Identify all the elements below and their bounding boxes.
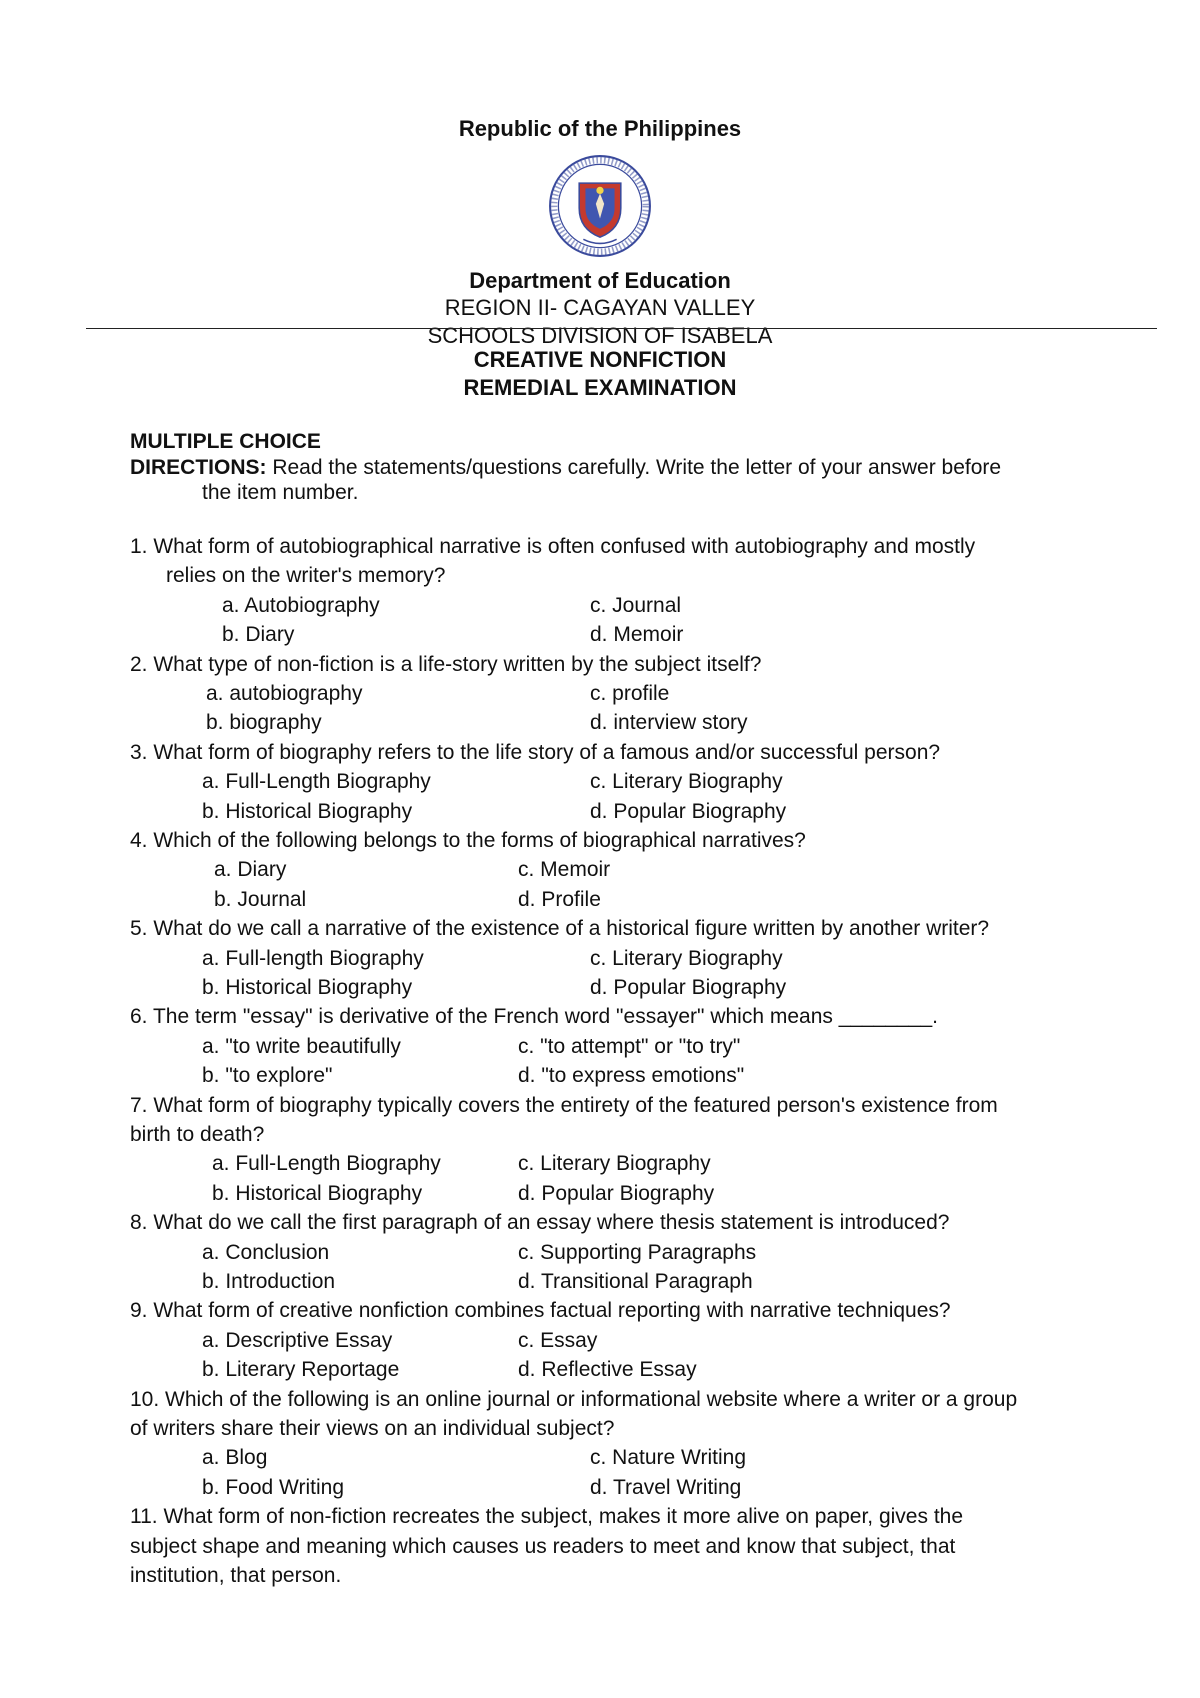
deped-seal-icon bbox=[548, 154, 652, 258]
choice-a: a. Conclusion bbox=[202, 1240, 330, 1264]
question-item bbox=[130, 738, 1090, 826]
question-item bbox=[130, 1091, 1090, 1209]
choice-b: b. Introduction bbox=[202, 1270, 336, 1294]
choice-c: c. Literary Biography bbox=[518, 1152, 711, 1176]
question-text-continued: relies on the writer's memory? bbox=[166, 564, 446, 588]
choice-a: a. Autobiography bbox=[222, 593, 380, 617]
question-text: 1. What form of autobiographical narrative is often confused with autobiography and mostly bbox=[130, 535, 976, 558]
choice-b: b. Diary bbox=[222, 623, 295, 647]
choice-c: c. Nature Writing bbox=[590, 1446, 746, 1470]
choice-b: b. "to explore" bbox=[202, 1064, 333, 1088]
question-item bbox=[130, 914, 1090, 1002]
choice-d: d. Popular Biography bbox=[518, 1181, 715, 1205]
choice-d: d. Reflective Essay bbox=[518, 1358, 697, 1382]
choice-d: d. "to express emotions" bbox=[518, 1064, 745, 1088]
exam-title bbox=[0, 346, 1200, 402]
answer-choices bbox=[130, 855, 1090, 914]
choice-a: a. Blog bbox=[202, 1446, 268, 1470]
choice-b: b. Food Writing bbox=[202, 1475, 345, 1499]
exam-title-subject: CREATIVE NONFICTION bbox=[473, 347, 727, 372]
directions-label: DIRECTIONS: bbox=[130, 456, 267, 479]
choice-a: a. Diary bbox=[214, 858, 287, 882]
document-header bbox=[0, 116, 1200, 350]
choice-c: c. Literary Biography bbox=[590, 946, 783, 970]
department-heading: Department of Education bbox=[469, 268, 731, 293]
choice-c: c. Journal bbox=[590, 593, 682, 617]
choice-d: d. Popular Biography bbox=[590, 976, 787, 1000]
question-item bbox=[130, 1502, 1090, 1590]
choice-a: a. Full-length Biography bbox=[202, 946, 424, 970]
choice-d: d. Popular Biography bbox=[590, 799, 787, 823]
exam-title-type: REMEDIAL EXAMINATION bbox=[463, 375, 737, 400]
choice-a: a. "to write beautifully bbox=[202, 1034, 401, 1058]
instructions bbox=[130, 428, 1090, 505]
choice-c: c. Literary Biography bbox=[590, 770, 783, 794]
question-text: 9. What form of creative nonfiction combines factual reporting with narrative techniques? bbox=[130, 1299, 951, 1323]
question-text: 8. What do we call the first paragraph of an essay where thesis statement is introduced? bbox=[130, 1211, 950, 1235]
choice-d: d. Memoir bbox=[590, 623, 684, 647]
choice-d: d. Travel Writing bbox=[590, 1475, 742, 1499]
choice-d: d. interview story bbox=[590, 711, 748, 735]
choice-a: a. Full-Length Biography bbox=[212, 1152, 441, 1176]
choice-a: a. autobiography bbox=[206, 682, 363, 706]
directions-text: Read the statements/questions carefully. Write the letter of your answer before bbox=[266, 456, 1002, 479]
choice-b: b. Literary Reportage bbox=[202, 1358, 400, 1382]
directions bbox=[130, 455, 1090, 505]
answer-choices bbox=[130, 1443, 1090, 1502]
choice-a: a. Descriptive Essay bbox=[202, 1328, 393, 1352]
question-text-continued: subject shape and meaning which causes us readers to meet and know that subject, that bbox=[130, 1534, 956, 1558]
question-text: 7. What form of biography typically covers the entirety of the featured person's existence from bbox=[130, 1093, 998, 1117]
question-text-continued: institution, that person. bbox=[130, 1564, 342, 1588]
answer-choices bbox=[130, 1149, 1090, 1208]
question-text: 10. Which of the following is an online journal or informational website where a writer or a group bbox=[130, 1387, 1018, 1411]
question-item bbox=[130, 1208, 1090, 1296]
question-item bbox=[130, 1385, 1090, 1503]
question-list bbox=[130, 532, 1090, 1590]
republic-heading: Republic of the Philippines bbox=[458, 116, 742, 141]
answer-choices bbox=[130, 1032, 1090, 1091]
choice-a: a. Full-Length Biography bbox=[202, 770, 431, 794]
choice-c: c. Supporting Paragraphs bbox=[518, 1240, 757, 1264]
answer-choices bbox=[130, 1326, 1090, 1385]
region-line: REGION II- CAGAYAN VALLEY bbox=[444, 295, 756, 320]
answer-choices bbox=[130, 591, 1090, 650]
question-text: 5. What do we call a narrative of the existence of a historical figure written by another writer? bbox=[130, 917, 990, 941]
choice-c: c. Essay bbox=[518, 1328, 598, 1352]
choice-c: c. "to attempt" or "to try" bbox=[518, 1034, 741, 1058]
choice-c: c. Memoir bbox=[518, 858, 611, 882]
choice-b: b. Historical Biography bbox=[202, 976, 413, 1000]
directions-text-continued: the item number. bbox=[202, 481, 359, 504]
section-heading: MULTIPLE CHOICE bbox=[130, 430, 321, 453]
header-divider bbox=[86, 328, 1157, 329]
question-text: 4. Which of the following belongs to the forms of biographical narratives? bbox=[130, 829, 806, 853]
answer-choices bbox=[130, 767, 1090, 826]
question-item bbox=[130, 826, 1090, 914]
question-text: 3. What form of biography refers to the life story of a famous and/or successful person? bbox=[130, 740, 941, 764]
choice-c: c. profile bbox=[590, 682, 670, 706]
question-text-continued: birth to death? bbox=[130, 1123, 265, 1147]
question-text-continued: of writers share their views on an individual subject? bbox=[130, 1417, 615, 1441]
question-item bbox=[130, 1002, 1090, 1090]
question-text: 11. What form of non-fiction recreates the subject, makes it more alive on paper, gives the bbox=[130, 1505, 964, 1529]
question-item bbox=[130, 532, 1090, 650]
choice-d: d. Profile bbox=[518, 887, 601, 911]
choice-b: b. Historical Biography bbox=[202, 799, 413, 823]
question-item bbox=[130, 650, 1090, 738]
answer-choices bbox=[130, 679, 1090, 738]
choice-b: b. Historical Biography bbox=[212, 1181, 423, 1205]
division-line: SCHOOLS DIVISION OF ISABELA bbox=[427, 323, 773, 348]
question-text: 2. What type of non-fiction is a life-story written by the subject itself? bbox=[130, 652, 762, 676]
answer-choices bbox=[130, 944, 1090, 1003]
choice-b: b. Journal bbox=[214, 887, 307, 911]
answer-choices bbox=[130, 1238, 1090, 1297]
choice-d: d. Transitional Paragraph bbox=[518, 1270, 753, 1294]
question-item bbox=[130, 1296, 1090, 1384]
question-text: 6. The term "essay" is derivative of the French word "essayer" which means ________. bbox=[130, 1005, 938, 1029]
choice-b: b. biography bbox=[206, 711, 322, 735]
